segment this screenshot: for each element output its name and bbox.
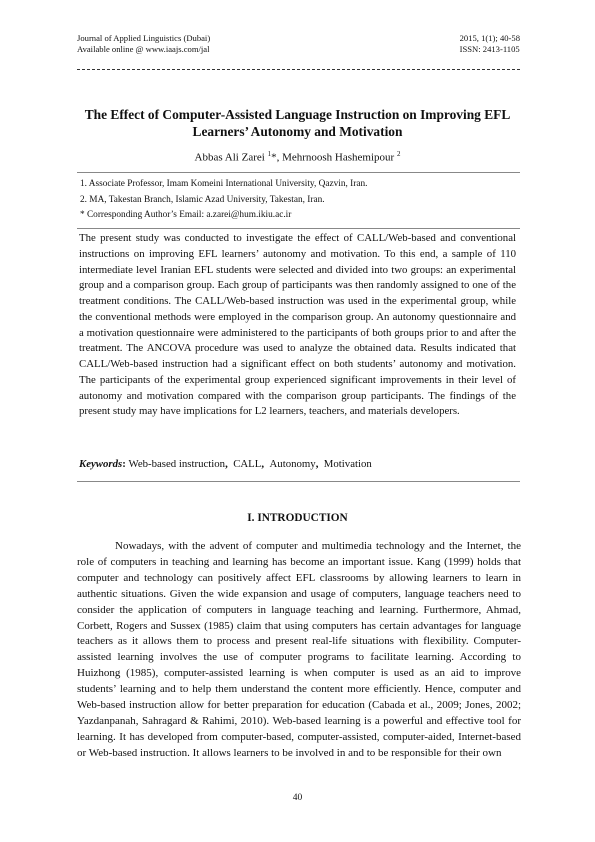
keywords-line: Keywords: Web-based instruction, CALL, Autonomy, Motivation (79, 458, 372, 470)
issn: ISSN: 2413-1105 (459, 44, 520, 54)
journal-name: Journal of Applied Linguistics (Dubai) (77, 33, 211, 43)
affiliation-top-rule (77, 172, 520, 173)
abstract-text: The present study was conducted to investigate the effect of CALL/Web-based and conventional instructions on improving EFL learners’ autonomy and motivation. To this end, a sample of 110 intermediate level Iranian EFL students were selected and divided into two groups: an experimental group and a comparison group. Each group of participants was then randomly assigned to one of the treatment conditions. The CALL/Web-based instruction was used in the experimental group, while the conventional methods were employed in the comparison group. An autonomy questionnaire and a motivation questionnaire were administered to the participants of both groups prior to and after the treatment. The ANCOVA procedure was used to analyze the obtained data. Results indicated that CALL/Web-based instruction had a significant effect on both students’ autonomy and motivation. The participants of the experimental group experienced significant improvements in their level of autonomy and motivation compared with the comparison group participants. The findings of the present study may have implications for L2 learners, teachers, and materials developers. (79, 232, 516, 418)
abstract-top-rule (77, 228, 520, 229)
keyword-item: Web-based instruction (128, 458, 226, 470)
header-divider (77, 69, 520, 70)
journal-website: Available online @ www.iaajs.com/jal (77, 44, 210, 54)
paper-title (60, 106, 535, 140)
corresponding-email: * Corresponding Author’s Email: a.zarei@hum.ikiu.ac.ir (80, 210, 292, 220)
keyword-item: Autonomy (269, 458, 316, 470)
corresponding-mark: *, (271, 151, 283, 164)
title-line-2: Learners’ Autonomy and Motivation (192, 124, 403, 139)
keywords-label: Keywords (79, 458, 123, 470)
keyword-item: Motivation (323, 458, 372, 470)
affiliation-1: 1. Associate Professor, Imam Komeini International University, Qazvin, Iran. (80, 179, 368, 189)
author-2-affil-mark: 2 (396, 150, 401, 158)
section-heading: I. INTRODUCTION (247, 512, 348, 524)
author-2-name: Mehrnoosh Hashemipour (282, 151, 397, 164)
abstract-bottom-rule (77, 481, 520, 482)
author-line (60, 150, 535, 164)
running-header-right (460, 33, 520, 55)
running-header-left (77, 33, 210, 55)
affiliation-2: 2. MA, Takestan Branch, Islamic Azad University, Takestan, Iran. (80, 194, 325, 205)
volume-issue: 2015, 1(1); 40-58 (459, 33, 520, 43)
keyword-item: CALL (233, 458, 262, 470)
author-1-name: Abbas Ali Zarei (194, 151, 268, 164)
keywords-colon: : (122, 458, 129, 470)
title-line-1: The Effect of Computer-Assisted Language Instruction on Improving EFL (84, 107, 511, 122)
author-1-affil-mark: 1 (267, 150, 272, 158)
intro-paragraph: Nowadays, with the advent of computer and multimedia technology and the Internet, the role of computers in teaching and learning has become an important issue. Kang (1999) holds that computer and technology can positively affect EFL classrooms by allowing learners to learn in authentic situations. Given the wide expansion and usage of computers, language teachers need to consider the application of computers in language teaching and learning. Furthermore, Ahmad, Corbett, Rogers and Sussex (1985) claim that using computers has certain advantages for language teachers as it allows them to process and present real-life situations with flexibility. Computer-assisted learning involves the use of computer programs to facilitate learning. According to Huizhong (1985), computer-assisted learning is when computer is used as an aid to improve students’ learning and to help them understand the content more efficiently. Hence, computer and Web-based instruction allow for better preparation for education (Cabada et al., 2009; Jones, 2002; Yazdanpanah, Sahragard & Rahimi, 2010). Web-based learning is a powerful and effective tool for learning. It has developed from computer-based, computer-assisted, computer-aided, Internet-based or Web-based instruction. It allows learners to be involved in and to be responsible for their own (77, 540, 521, 759)
page-number: 40 (292, 793, 303, 803)
affiliations (80, 177, 520, 224)
